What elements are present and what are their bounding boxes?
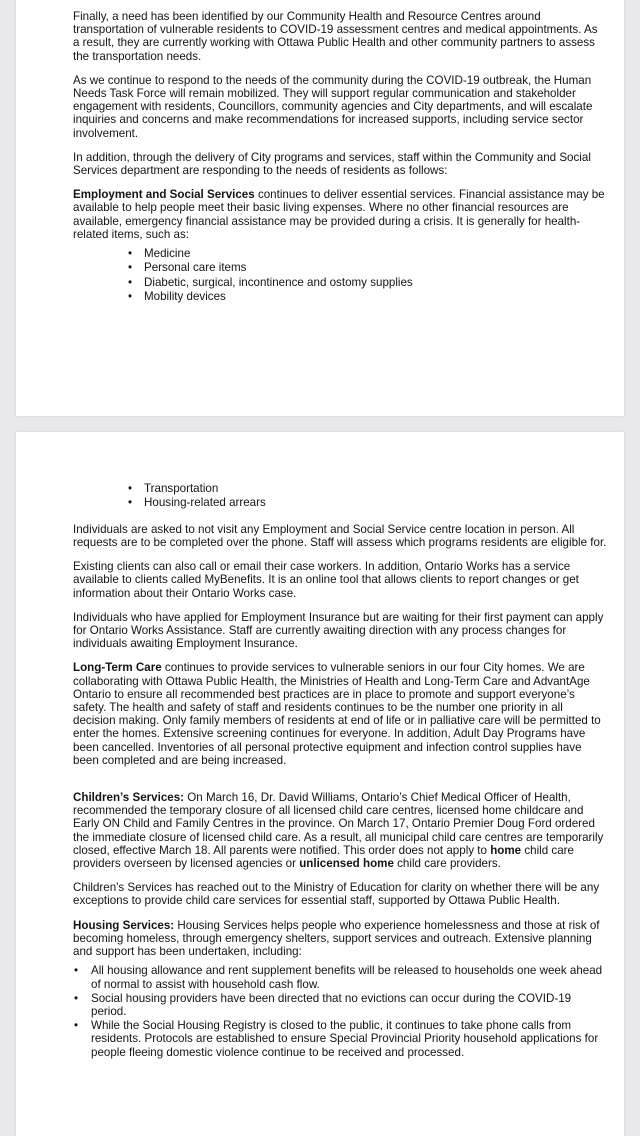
paragraph-existing-clients: Existing clients can also call or email their case workers. In addition, Ontario Works has a service available to clients called MyBenefits. It is an online tool that allows clients to report changes or get information about their Ontario Works case. xyxy=(73,560,579,600)
employment-heading: Employment and Social Services xyxy=(73,188,255,202)
page-2-content xyxy=(73,482,607,1071)
page-1-content xyxy=(73,10,607,317)
paragraph-no-visit: Individuals are asked to not visit any Employment and Social Service centre location in person. All requests are to be completed over the phone. Staff will assess which programs residents are eligible for. xyxy=(73,522,607,550)
health-items-list xyxy=(73,247,607,305)
list-item: • Mobility devices xyxy=(73,290,607,304)
paragraph-long-term-care xyxy=(73,661,607,767)
employment-text: continues to deliver essential services. Financial assistance may be available to help people meet their basic living expenses. Where no other financial resources are available, emergency financial assistance may be provided during a crisis. It is generally for health-related items, such as: xyxy=(73,188,605,241)
paragraph-employment-insurance: Individuals who have applied for Employment Insurance but are waiting for their first payment can apply for Ontario Works Assistance. Staff are currently awaiting direction with any process changes for individuals awaiting Employment Insurance. xyxy=(73,610,604,651)
list-item: • Diabetic, surgical, incontinence and ostomy supplies xyxy=(73,276,607,290)
paragraph-childrens-services xyxy=(73,791,607,870)
children-text-c: child care providers. xyxy=(393,857,501,871)
list-item: • All housing allowance and rent supplement benefits will be released to households one week ahead of normal to assist with household cash flow. xyxy=(73,964,607,990)
ltc-text: continues to provide services to vulnerable seniors in our four City homes. We are collaborating with Ottawa Public Health, the Ministries of Health and Long-Term Care and AdvantAge Ontario to ensure all recommended best practices are in place to promote and support everyone’s safety. The health and safety of staff and residents continues to be the number one priority in all decision making. Only family members of residents at end of life or in palliative care will be permitted to enter the homes. Extensive screening continues for everyone. In addition, Adult Day Programs have been cancelled. Inventories of all personal protective equipment and infection control supplies have been completed and are being increased. xyxy=(73,661,601,767)
health-items-list-continued xyxy=(73,482,607,511)
paragraph-childrens-ministry: Children's Services has reached out to the Ministry of Education for clarity on whether there will be any exceptions to provide child care services for essential staff, supported by Ottawa Public Health. xyxy=(73,881,600,908)
document-page-2 xyxy=(16,432,624,1136)
children-bold-home: home xyxy=(490,843,522,857)
list-item: • Housing-related arrears xyxy=(73,496,607,510)
paragraph-city-programs: In addition, through the delivery of City programs and services, staff within the Community and Social Services department are responding to the needs of residents as follows: xyxy=(73,150,591,178)
paragraph-transportation-need: Finally, a need has been identified by our Community Health and Resource Centres around transportation of vulnerable residents to COVID-19 assessment centres and medical appointments. As a result, they are currently working with Ottawa Public Health and other community partners to assess the transportation needs. xyxy=(73,10,598,63)
children-bold-unlicensed: unlicensed home xyxy=(299,857,394,871)
list-item: • Transportation xyxy=(73,482,607,496)
list-item: • While the Social Housing Registry is closed to the public, it continues to take phone calls from residents. Protocols are established to ensure Special Provincial Priority household applications for people fleeing domestic violence continue to be received and processed. xyxy=(73,1019,607,1059)
children-text-b: child care providers overseen by licensed agencies or xyxy=(73,843,574,871)
housing-items-list xyxy=(73,964,607,1058)
paragraph-housing-services xyxy=(73,919,607,959)
children-text-a: On March 16, Dr. David Williams, Ontario’s Chief Medical Officer of Health, recommended the temporary closure of all licensed child care centres, licensed home childcare and Early ON Child and Family Centres in the province. On March 17, Ontario Premier Doug Ford ordered the immediate closure of licensed child care. As a result, all municipal child care centres are temporarily closed, effective March 18. All parents were notified. This order does not apply to xyxy=(73,791,604,857)
paragraph-task-force: As we continue to respond to the needs of the community during the COVID-19 outbreak, the Human Needs Task Force will remain mobilized. They will support regular communication and stakeholder engagement with residents, Councillors, community agencies and City departments, and will escalate inquiries and concerns and make recommendations for increased supports, including service sector involvement. xyxy=(73,73,593,140)
housing-text: Housing Services helps people who experience homelessness and those at risk of becoming homeless, through emergency shelters, support services and outreach. Extensive planning and support has been undertaken, including: xyxy=(73,918,600,959)
children-heading: Children’s Services: xyxy=(73,791,185,805)
ltc-heading: Long-Term Care xyxy=(73,661,162,675)
housing-heading: Housing Services: xyxy=(73,918,175,932)
list-item: • Social housing providers have been directed that no evictions can occur during the COVID-19 period. xyxy=(73,992,607,1018)
list-item: • Personal care items xyxy=(73,261,607,275)
paragraph-employment-services xyxy=(73,188,607,241)
list-item: • Medicine xyxy=(73,247,607,261)
document-page-1 xyxy=(16,0,624,416)
